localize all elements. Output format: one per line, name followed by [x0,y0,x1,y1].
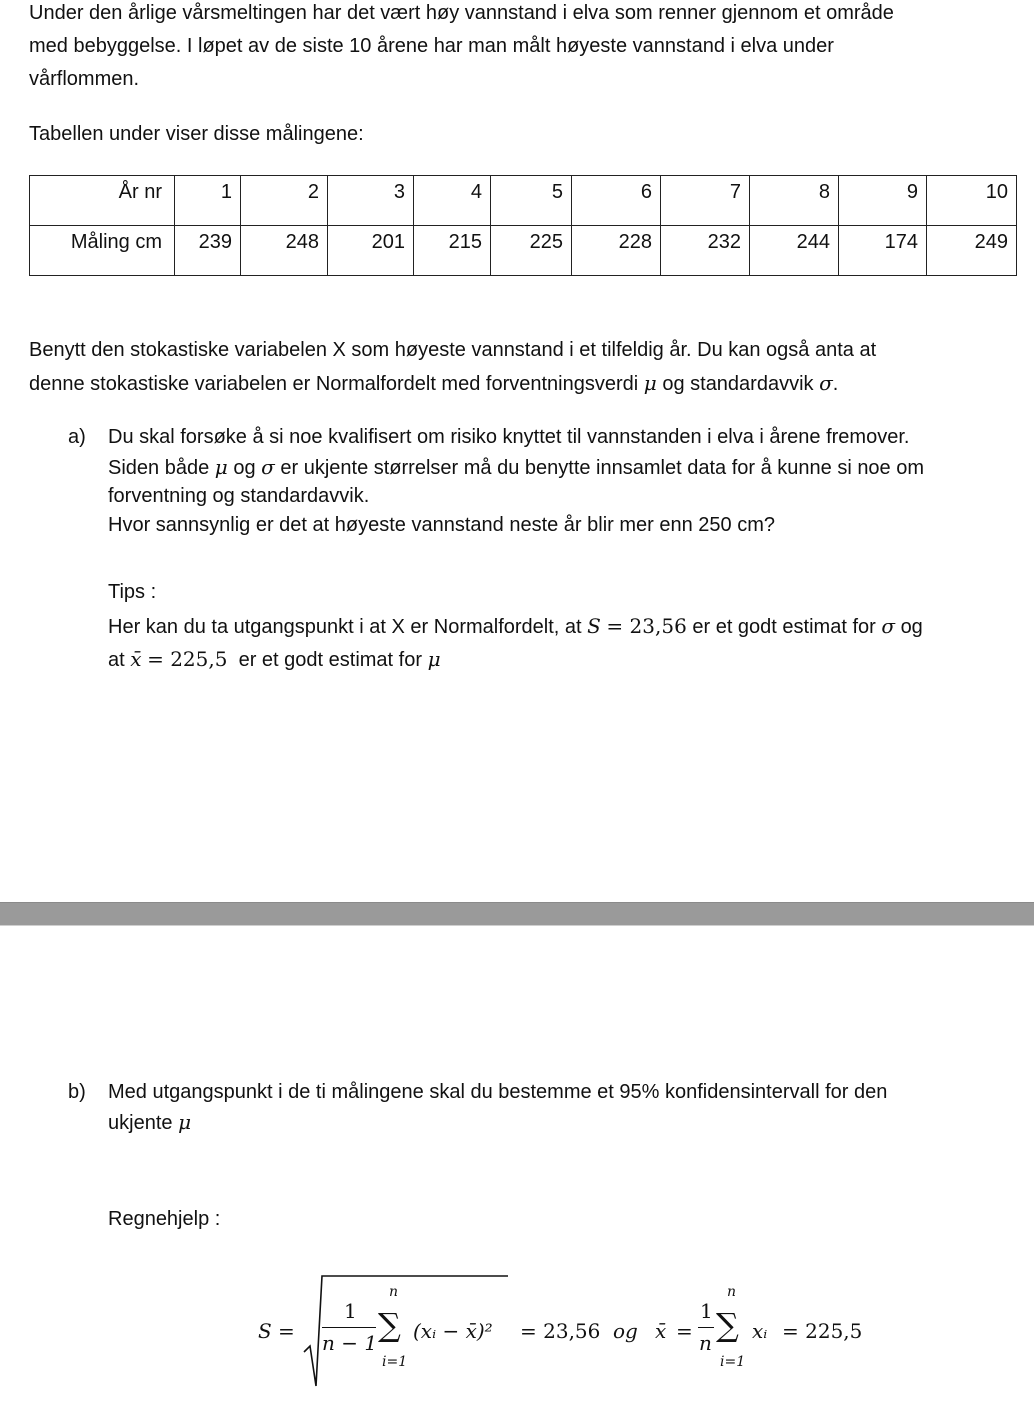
formula-result-1: = 23,56 [520,1319,601,1343]
formula-eq-2: = [676,1319,693,1343]
formula-n: n [699,1331,712,1355]
sum-top: n [389,1284,399,1300]
value-cell: 248 [241,226,328,276]
formula-eq: = [278,1319,295,1343]
value-cell: 249 [927,226,1017,276]
year-cell: 1 [175,176,241,226]
fraction-bar [322,1327,376,1328]
value-cell: 244 [750,226,839,276]
part-a-line-2: Siden både μ og σ er ukjente størrelser må du benytte innsamlet data for å kunne si noe om [108,455,925,479]
formula-n-minus-1: n − 1 [322,1331,378,1355]
value-cell: 174 [839,226,927,276]
value-cell: 215 [414,226,491,276]
sum-symbol: ∑ [378,1306,401,1344]
table-caption: Tabellen under viser disse målingene: [29,123,364,145]
intro-line-1: Under den årlige vårsmeltingen har det vært høy vannstand i elva som renner gjennom et område [29,2,894,24]
year-cell: 6 [572,176,661,226]
part-b-label: b) [68,1081,86,1103]
page-divider [0,902,1034,926]
formula-og: og [613,1319,638,1343]
value-cell: 228 [572,226,661,276]
formula-term: (xᵢ − x̄)² [413,1319,493,1343]
intro-line-3: vårflommen. [29,68,140,90]
formula-one-2: 1 [700,1299,713,1323]
year-cell: 7 [661,176,750,226]
tips-title: Tips : [108,581,157,603]
year-cell: 2 [241,176,328,226]
measurement-table [29,175,1017,276]
year-cell: 10 [927,176,1017,226]
year-cell: 9 [839,176,927,226]
value-cell: 232 [661,226,750,276]
setup-line-1: Benytt den stokastiske variabelen X som høyeste vannstand i et tilfeldig år. Du kan også anta at [29,339,877,361]
row-label: Måling cm [30,226,175,276]
part-b-line-1: Med utgangspunkt i de ti målingene skal du bestemme et 95% konfidensintervall for den [108,1081,888,1103]
sum-symbol-2: ∑ [716,1306,739,1344]
year-cell: 8 [750,176,839,226]
tips-line-2: at x̄ = 225,5 er et godt estimat for μ [108,647,441,671]
table-row-values [30,226,1017,276]
year-cell: 3 [328,176,414,226]
formula-result-2: = 225,5 [782,1319,863,1343]
tips-line-1: Her kan du ta utgangspunkt i at X er Normalfordelt, at S = 23,56 er et godt estimat for σ og [108,614,923,638]
sum-bottom: i=1 [382,1354,408,1370]
part-a-label: a) [68,426,86,448]
intro-line-2: med bebyggelse. I løpet av de siste 10 årene har man målt høyeste vannstand i elva under [29,35,834,57]
part-a-question: Hvor sannsynlig er det at høyeste vannstand neste år blir mer enn 250 cm? [108,514,776,536]
formula-one: 1 [344,1299,357,1323]
value-cell: 225 [491,226,572,276]
sum-top-2: n [727,1284,737,1300]
header-label: År nr [30,176,175,226]
year-cell: 5 [491,176,572,226]
formula-block [258,1272,898,1392]
regnehjelp-label: Regnehjelp : [108,1208,221,1230]
value-cell: 201 [328,226,414,276]
formula-S: S [258,1319,272,1343]
setup-line-2: denne stokastiske variabelen er Normalfordelt med forventningsverdi μ og standardavvik σ. [29,371,839,395]
formula-xi: xᵢ [752,1319,768,1343]
part-a-line-3: forventning og standardavvik. [108,485,370,507]
value-cell: 239 [175,226,241,276]
formula-xbar: x̄ [655,1319,667,1343]
fraction-bar-2 [698,1327,714,1328]
table-row-years [30,176,1017,226]
part-a-line-1: Du skal forsøke å si noe kvalifisert om risiko knyttet til vannstanden i elva i årene fremover. [108,426,910,448]
part-b-line-2: ukjente μ [108,1110,192,1134]
year-cell: 4 [414,176,491,226]
sum-bottom-2: i=1 [720,1354,746,1370]
